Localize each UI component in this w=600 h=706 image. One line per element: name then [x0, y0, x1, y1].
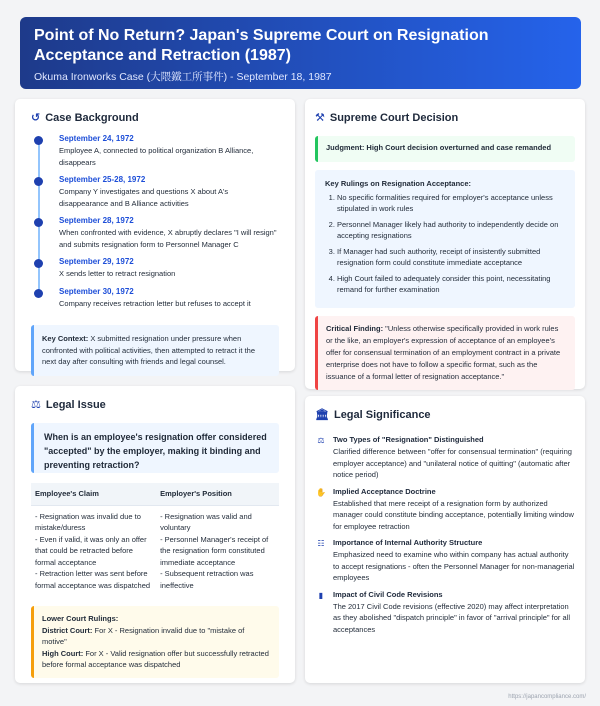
- timeline-item: September 28, 1972 When confronted with evidence, X abruptly declares "I will resign" and submits resignation form to Personnel Manager C: [59, 216, 279, 250]
- timeline-dot-icon: [34, 218, 43, 227]
- gavel-icon: ⚒: [315, 112, 325, 124]
- judgment-box: Judgment: High Court decision overturned and case remanded: [315, 136, 575, 162]
- timeline-item: September 30, 1972 Company receives retraction letter but refuses to accept it: [59, 287, 279, 310]
- decision-card: [305, 99, 585, 389]
- book-icon: ▮: [318, 590, 324, 600]
- timeline-item: September 24, 1972 Employee A, connected to political organization B Alliance, disappears: [59, 134, 279, 168]
- significance-item: ☷ Importance of Internal Authority Structure Emphasized need to examine who within company has actual authority to accept resignations - often the Personnel Manager for non-managerial employees: [315, 538, 575, 584]
- scale-icon: ⚖: [31, 399, 41, 411]
- org-chart-icon: ☷: [317, 539, 325, 548]
- timeline-dot-icon: [34, 177, 43, 186]
- table-row: [31, 505, 279, 596]
- key-context-box: Key Context: X submitted resignation under pressure when confronted with political activities, then attempted to retract it the next day after consulting with friends and legal counsel.: [31, 325, 279, 376]
- legal-issue-card: [15, 386, 295, 683]
- timeline-item: September 25-28, 1972 Company Y investigates and questions X about A's disappearance and B Alliance activities: [59, 175, 279, 209]
- column-header: Employer's Position: [156, 483, 279, 505]
- claims-table: [31, 483, 279, 596]
- timeline-dot-icon: [34, 136, 43, 145]
- significance-item: ✋ Implied Acceptance Doctrine Established that mere receipt of a resignation form by authorized manager could constitute binding acceptance, potentially limiting window for employee retraction: [316, 486, 574, 531]
- table-cell: - Resignation was valid and voluntary - Personnel Manager's receipt of the resignation form constituted immediate acceptance - Subsequent retraction was ineffective: [160, 511, 269, 590]
- lower-court-box: Lower Court Rulings: District Court: For X - Resignation invalid due to "mistake of motive" High Court: For X - Valid resignation offer but successfully retracted before formal acceptance was dispatched: [31, 606, 279, 678]
- case-background-card: [15, 99, 295, 371]
- history-icon: ↺: [31, 112, 41, 124]
- page-subtitle: Okuma Ironworks Case (大隈鐵工所事件) - September 18, 1987: [34, 71, 332, 83]
- timeline-item: September 29, 1972 X sends letter to retract resignation: [59, 257, 279, 280]
- rulings-box: Key Rulings on Resignation Acceptance: 1. No specific formalities required for employer's acceptance unless stipulated in work rules 2. Personnel Manager likely had authority to independently decide on accepting resignations 3. If Manager had such authority, receipt of insistently submitted resignation form could constitute immediate acceptance 4. High Court failed to adequately consider this point, necessitating remand for further examination: [315, 170, 575, 308]
- decision-heading: ⚒ Supreme Court Decision: [315, 111, 459, 124]
- timeline-dot-icon: [34, 289, 43, 298]
- balance-icon: ⚖: [317, 436, 325, 445]
- page-title: Point of No Return? Japan's Supreme Court on Resignation Acceptance and Retraction (1987): [34, 27, 489, 64]
- column-header: Employee's Claim: [31, 483, 156, 505]
- footer-url: https://japancompliance.com/: [508, 694, 586, 700]
- page-header: [20, 17, 581, 89]
- significance-heading: 🏛 Legal Significance: [315, 408, 431, 421]
- critical-finding-box: Critical Finding: "Unless otherwise specifically provided in work rules or the like, an employer's expression of acceptance of an employee's offer for consensual termination of an employment contract in a private enterprise does not have to follow a specific format, such as the issuance of a formal letter of resignation acceptance.": [315, 316, 575, 390]
- timeline: [35, 134, 279, 309]
- rulings-list: [325, 192, 565, 296]
- handshake-icon: ✋: [316, 487, 326, 497]
- significance-item: ▮ Impact of Civil Code Revisions The 2017 Civil Code revisions (effective 2020) may affect interpretation as they abolished "dispatch principle" in favor of "arrival principle" for all acceptances: [315, 590, 575, 636]
- significance-item: ⚖ Two Types of "Resignation" Distinguished Clarified difference between "offer for consensual termination" (requiring employer acceptance) and "unilateral notice of quitting" (automatic after notice period): [315, 435, 575, 481]
- case-background-heading: ↺ Case Background: [31, 111, 139, 124]
- table-cell: - Resignation was invalid due to mistake/duress - Even if valid, it was only an offer that could be retracted before formal acceptance - Retraction letter was sent before formal acceptance was dispatched: [35, 511, 151, 590]
- legal-issue-heading: ⚖ Legal Issue: [31, 398, 106, 411]
- significance-card: [305, 396, 585, 683]
- list-item: 2. Personnel Manager likely had authority to independently decide on accepting resignations: [337, 219, 565, 242]
- institution-icon: 🏛: [315, 409, 329, 421]
- list-item: 3. If Manager had such authority, receipt of insistently submitted resignation form could constitute immediate acceptance: [337, 246, 565, 269]
- legal-question: When is an employee's resignation offer considered "accepted" by the employer, making it binding and preventing retraction?: [31, 423, 279, 473]
- timeline-dot-icon: [34, 259, 43, 268]
- list-item: 4. High Court failed to adequately consider this point, necessitating remand for further examination: [337, 273, 565, 296]
- list-item: 1. No specific formalities required for employer's acceptance unless stipulated in work rules: [337, 192, 565, 215]
